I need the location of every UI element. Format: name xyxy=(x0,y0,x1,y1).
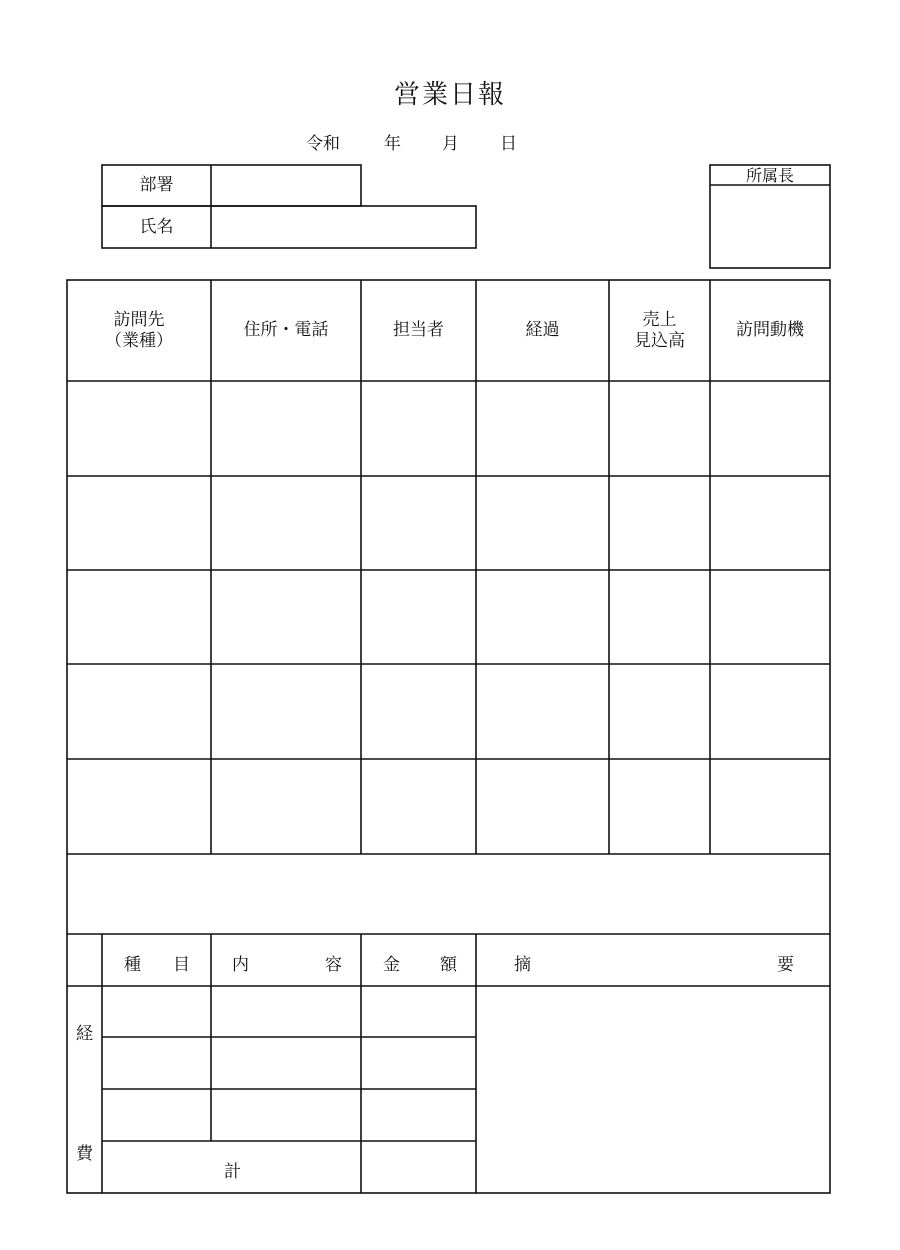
page-title: 営業日報 xyxy=(393,80,506,110)
approval-label: 所属長 xyxy=(745,165,794,185)
header-category-char2: 目 xyxy=(173,955,190,975)
header-visit-destination-line1: 訪問先 xyxy=(113,309,165,330)
header-sales-forecast-line1: 売上 xyxy=(642,309,677,330)
header-visit-motive: 訪問動機 xyxy=(736,320,804,340)
date-day: 日 xyxy=(500,134,517,154)
header-summary-char1: 摘 xyxy=(514,955,531,975)
header-content xyxy=(232,950,342,975)
expense-total-label: 計 xyxy=(224,1162,241,1182)
header-category xyxy=(124,950,190,975)
expense-side-label-bottom: 費 xyxy=(76,1144,93,1164)
header-amount-char1: 金 xyxy=(383,955,400,975)
header-address-phone: 住所・電話 xyxy=(243,320,329,340)
header-amount xyxy=(383,950,457,975)
header-visit-destination xyxy=(67,280,211,381)
notes-area[interactable] xyxy=(68,855,829,933)
main-table-border xyxy=(67,280,830,1193)
date-month: 月 xyxy=(442,134,459,154)
header-sales-forecast xyxy=(609,280,710,381)
date-era: 令和 xyxy=(306,134,340,154)
header-progress: 経過 xyxy=(525,320,560,340)
name-label: 氏名 xyxy=(139,216,174,237)
date-year: 年 xyxy=(384,134,401,154)
header-category-char1: 種 xyxy=(124,955,141,975)
header-summary xyxy=(514,950,794,975)
expense-side-label-top: 経 xyxy=(76,1024,93,1044)
header-summary-char2: 要 xyxy=(777,955,794,975)
header-person-in-charge: 担当者 xyxy=(393,320,444,340)
header-sales-forecast-line2: 見込高 xyxy=(634,330,685,351)
header-visit-destination-line2: （業種） xyxy=(105,330,173,351)
approval-stamp-area[interactable] xyxy=(711,186,829,267)
department-label: 部署 xyxy=(139,175,174,195)
header-content-char2: 容 xyxy=(325,955,342,975)
header-content-char1: 内 xyxy=(232,955,249,975)
header-amount-char2: 額 xyxy=(440,955,457,975)
name-field[interactable] xyxy=(212,207,475,247)
department-field[interactable] xyxy=(212,166,360,205)
